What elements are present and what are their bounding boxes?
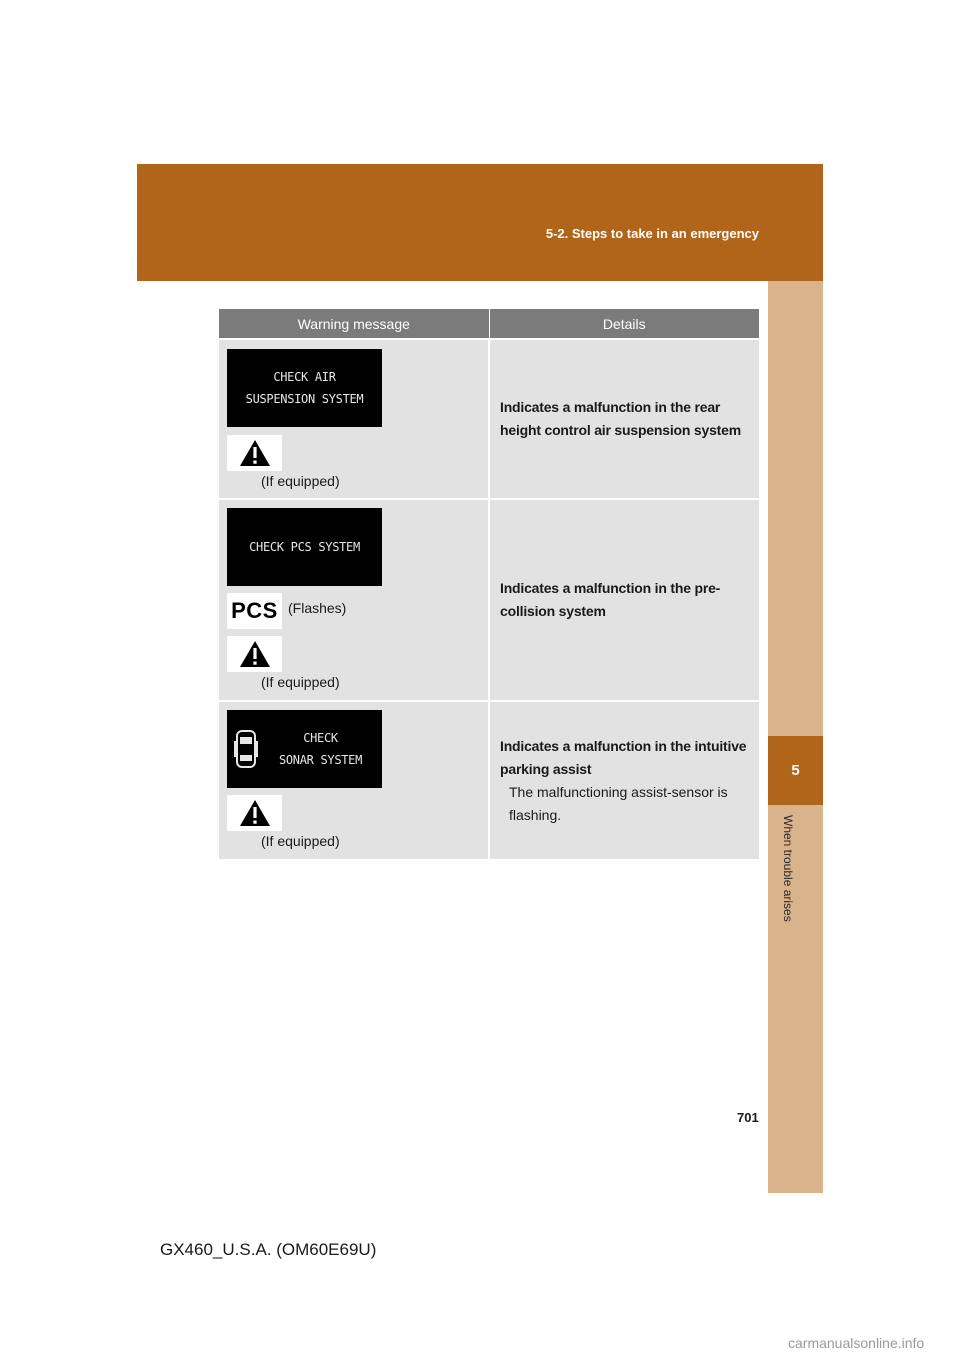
details-cell [489, 701, 759, 859]
page-number: 701 [737, 1110, 759, 1125]
details-text: Indicates a malfunction in the intuitive parking assist [500, 737, 747, 777]
section-title: 5-2. Steps to take in an emergency [545, 226, 759, 241]
warning-message-cell [219, 499, 489, 701]
warning-message-table [219, 309, 759, 859]
lcd-display [227, 349, 382, 427]
watermark: carmanualsonline.info [788, 1335, 925, 1351]
warning-triangle-icon [238, 438, 272, 468]
details-subtext: The malfunctioning assist-sensor is flashing. [509, 783, 728, 823]
details-cell [489, 339, 759, 499]
details-text: Indicates a malfunction in the pre-collision system [500, 580, 721, 619]
equipped-note: (If equipped) [261, 833, 340, 849]
lcd-display [227, 710, 382, 788]
table-header-row [219, 309, 759, 339]
lcd-display [227, 508, 382, 586]
table-row [219, 701, 759, 859]
lcd-line: SUSPENSION SYSTEM [245, 392, 364, 406]
table-row [219, 339, 759, 499]
pcs-indicator: PCS [227, 593, 282, 629]
warning-light-box [227, 435, 282, 471]
details-cell [489, 499, 759, 701]
equipped-note: (If equipped) [261, 674, 340, 690]
header-details: Details [489, 309, 759, 339]
lcd-line: CHECK PCS SYSTEM [249, 540, 360, 554]
header-warning-message: Warning message [219, 309, 489, 339]
lcd-line: SONAR SYSTEM [278, 753, 363, 767]
warning-message-cell [219, 339, 489, 499]
warning-triangle-icon [238, 639, 272, 669]
lcd-line: CHECK [303, 731, 338, 745]
header-band [137, 164, 823, 281]
equipped-note: (If equipped) [261, 473, 340, 489]
warning-light-box [227, 636, 282, 672]
side-tab [768, 281, 823, 1193]
details-text: Indicates a malfunction in the rear height control air suspension system [500, 399, 741, 438]
warning-message-cell [219, 701, 489, 859]
vehicle-sonar-icon [233, 727, 259, 771]
warning-triangle-icon [238, 798, 272, 828]
table-row [219, 499, 759, 701]
lcd-line: CHECK AIR [273, 370, 336, 384]
warning-light-box [227, 795, 282, 831]
document-code: GX460_U.S.A. (OM60E69U) [160, 1240, 377, 1259]
chapter-number: 5 [768, 736, 823, 805]
flash-note: (Flashes) [288, 600, 347, 616]
chapter-label: When trouble arises [781, 815, 795, 922]
